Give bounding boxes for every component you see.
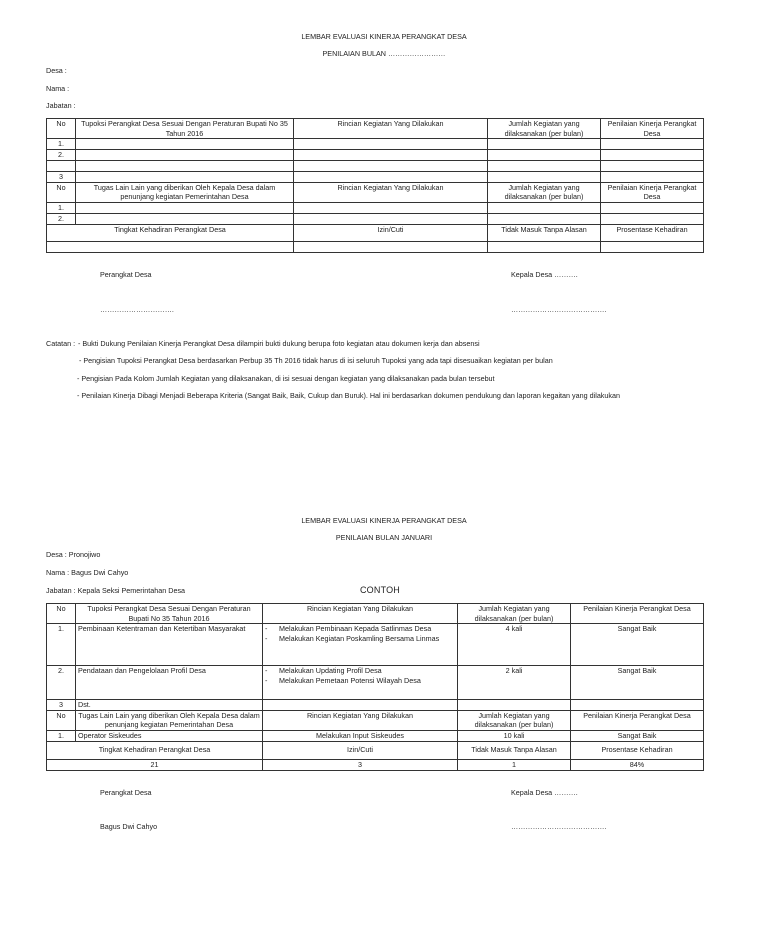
- row-number: 3: [47, 700, 76, 711]
- input-cell[interactable]: [294, 202, 488, 213]
- example-period: PENILAIAN BULAN JANUARI: [335, 533, 433, 542]
- tupoksi-cell: Pembinaan Ketentraman dan Ketertiban Masyarakat: [76, 624, 263, 666]
- input-cell[interactable]: [601, 172, 704, 183]
- table-row: [47, 213, 704, 224]
- input-cell[interactable]: [488, 139, 601, 150]
- table-row: [47, 666, 704, 700]
- penilaian-cell: Sangat Baik: [571, 730, 704, 741]
- input-cell[interactable]: [488, 150, 601, 161]
- header-row: [47, 119, 704, 139]
- header-rincian: Rincian Kegiatan Yang Dilakukan: [294, 119, 488, 139]
- header-jumlah: Jumlah Kegiatan yang dilaksanakan (per bulan): [458, 710, 571, 730]
- input-cell[interactable]: [76, 202, 294, 213]
- input-cell[interactable]: [488, 213, 601, 224]
- penilaian-cell: Sangat Baik: [571, 624, 704, 666]
- header-tidak-masuk: Tidak Masuk Tanpa Alasan: [458, 741, 571, 759]
- input-cell[interactable]: [76, 172, 294, 183]
- header-row: [47, 604, 704, 624]
- evaluation-table-example: [46, 603, 704, 771]
- input-cell[interactable]: [601, 202, 704, 213]
- header-no: No: [47, 604, 76, 624]
- table-row: [47, 730, 704, 741]
- row-number: 1.: [47, 139, 76, 150]
- row-number: 2.: [47, 213, 76, 224]
- input-cell[interactable]: [76, 139, 294, 150]
- header-tidak-masuk: Tidak Masuk Tanpa Alasan: [488, 224, 601, 241]
- kehadiran-header-row: [47, 224, 704, 241]
- form-title: LEMBAR EVALUASI KINERJA PERANGKAT DESA: [301, 32, 467, 41]
- header-penilaian: Penilaian Kinerja Perangkat Desa: [601, 119, 704, 139]
- header-izin: Izin/Cuti: [294, 224, 488, 241]
- input-cell[interactable]: [601, 241, 704, 252]
- empty-cell: [263, 700, 458, 711]
- header-prosentase: Prosentase Kehadiran: [571, 741, 704, 759]
- input-cell[interactable]: [488, 172, 601, 183]
- input-cell[interactable]: [488, 241, 601, 252]
- header-izin: Izin/Cuti: [263, 741, 458, 759]
- note-item: - Pengisian Pada Kolom Jumlah Kegiatan yang dilaksanakan, di isi sesuai dengan kegiatan yang dilaksanakan pada bulan tersebut: [77, 374, 495, 383]
- tupoksi-cell: Pendataan dan Pengelolaan Profil Desa: [76, 666, 263, 700]
- header-tupoksi: Tupoksi Perangkat Desa Sesuai Dengan Peraturan Bupati No 35 Tahun 2016: [76, 604, 263, 624]
- input-cell[interactable]: [488, 161, 601, 172]
- input-cell[interactable]: [76, 213, 294, 224]
- input-cell[interactable]: [294, 139, 488, 150]
- row-number: 1.: [47, 624, 76, 666]
- nama-label: Nama :: [46, 84, 70, 93]
- header-jumlah: Jumlah Kegiatan yang dilaksanakan (per bulan): [458, 604, 571, 624]
- sign-right-label: Kepala Desa ……….: [511, 270, 578, 279]
- row-number: 2.: [47, 150, 76, 161]
- header-tugas-lain: Tugas Lain Lain yang diberikan Oleh Kepala Desa dalam penunjang kegiatan Pemerintahan Desa: [76, 182, 294, 202]
- tidak-masuk-value: 1: [458, 759, 571, 770]
- example-sign-left-label: Perangkat Desa: [100, 788, 152, 797]
- header-penilaian: Penilaian Kinerja Perangkat Desa: [601, 182, 704, 202]
- input-cell[interactable]: [294, 172, 488, 183]
- header-jumlah: Jumlah Kegiatan yang dilaksanakan (per bulan): [488, 119, 601, 139]
- header-rincian: Rincian Kegiatan Yang Dilakukan: [263, 604, 458, 624]
- row-number: 2.: [47, 666, 76, 700]
- header-kehadiran: Tingkat Kehadiran Perangkat Desa: [47, 741, 263, 759]
- jumlah-cell: 10 kali: [458, 730, 571, 741]
- kehadiran-row: [47, 241, 704, 252]
- input-cell[interactable]: [294, 161, 488, 172]
- rincian-cell: Melakukan Input Siskeudes: [263, 730, 458, 741]
- tupoksi-cell: Dst.: [76, 700, 263, 711]
- example-jabatan: Jabatan : Kepala Seksi Pemerintahan Desa: [46, 586, 186, 595]
- note-item: - Bukti Dukung Penilaian Kinerja Perangkat Desa dilampiri bukti dukung berupa foto kegiatan atau dokumen kerja dan absensi: [78, 339, 480, 348]
- row-number: [47, 161, 76, 172]
- table-row: [47, 172, 704, 183]
- header-penilaian: Penilaian Kinerja Perangkat Desa: [571, 604, 704, 624]
- catatan-label: Catatan :: [46, 339, 76, 348]
- input-cell[interactable]: [294, 213, 488, 224]
- header-row-tugas: [47, 182, 704, 202]
- row-number: 1.: [47, 730, 76, 741]
- header-penilaian: Penilaian Kinerja Perangkat Desa: [571, 710, 704, 730]
- contoh-label: CONTOH: [359, 585, 401, 595]
- jabatan-label: Jabatan :: [46, 101, 76, 110]
- header-prosentase: Prosentase Kehadiran: [601, 224, 704, 241]
- table-row: [47, 139, 704, 150]
- evaluation-table-blank: [46, 118, 704, 253]
- example-sign-left-name: Bagus Dwi Cahyo: [100, 822, 158, 831]
- example-title: LEMBAR EVALUASI KINERJA PERANGKAT DESA: [301, 516, 467, 525]
- activity-item: - Melakukan Updating Profil Desa: [265, 666, 455, 676]
- header-row-tugas: [47, 710, 704, 730]
- example-sign-right-label: Kepala Desa ……….: [511, 788, 578, 797]
- header-kehadiran: Tingkat Kehadiran Perangkat Desa: [47, 224, 294, 241]
- izin-value: 3: [263, 759, 458, 770]
- kehadiran-row: [47, 759, 704, 770]
- input-cell[interactable]: [294, 150, 488, 161]
- input-cell[interactable]: [601, 139, 704, 150]
- note-item: - Pengisian Tupoksi Perangkat Desa berdasarkan Perbup 35 Th 2016 tidak harus di isi seluruh Tupoksi yang ada tapi disesuaikan kegiatan per bulan: [79, 356, 553, 365]
- tugas-cell: Operator Siskeudes: [76, 730, 263, 741]
- jumlah-cell: 4 kali: [458, 624, 571, 666]
- jumlah-cell: 2 kali: [458, 666, 571, 700]
- activity-item: - Melakukan Pembinaan Kepada Satlinmas Desa: [265, 624, 455, 634]
- input-cell[interactable]: [47, 241, 294, 252]
- activity-item: - Melakukan Kegiatan Poskamling Bersama Linmas: [265, 634, 455, 644]
- kehadiran-header-row: [47, 741, 704, 759]
- header-no: No: [47, 119, 76, 139]
- activity-item: - Melakukan Pemetaan Potensi Wilayah Desa: [265, 676, 455, 686]
- empty-cell: [458, 700, 571, 711]
- header-no: No: [47, 710, 76, 730]
- form-period: PENILAIAN BULAN ……………………: [322, 49, 446, 58]
- rincian-cell: [263, 666, 458, 700]
- prosentase-value: 84%: [571, 759, 704, 770]
- sign-left-line: ………………………….: [100, 305, 174, 314]
- input-cell[interactable]: [601, 213, 704, 224]
- example-sign-right-line: ………………………………….: [511, 822, 607, 831]
- rincian-cell: [263, 624, 458, 666]
- table-row: [47, 202, 704, 213]
- table-row: [47, 700, 704, 711]
- header-tupoksi: Tupoksi Perangkat Desa Sesuai Dengan Peraturan Bupati No 35 Tahun 2016: [76, 119, 294, 139]
- row-number: 1.: [47, 202, 76, 213]
- input-cell[interactable]: [76, 150, 294, 161]
- input-cell[interactable]: [76, 161, 294, 172]
- example-nama: Nama : Bagus Dwi Cahyo: [46, 568, 129, 577]
- table-row: [47, 624, 704, 666]
- hadir-value: 21: [47, 759, 263, 770]
- header-no: No: [47, 182, 76, 202]
- header-rincian: Rincian Kegiatan Yang Dilakukan: [263, 710, 458, 730]
- sign-right-line: ………………………………….: [511, 305, 607, 314]
- input-cell[interactable]: [294, 241, 488, 252]
- row-number: 3: [47, 172, 76, 183]
- header-jumlah: Jumlah Kegiatan yang dilaksanakan (per bulan): [488, 182, 601, 202]
- empty-cell: [571, 700, 704, 711]
- input-cell[interactable]: [488, 202, 601, 213]
- example-desa: Desa : Pronojiwo: [46, 550, 101, 559]
- penilaian-cell: Sangat Baik: [571, 666, 704, 700]
- header-tugas-lain: Tugas Lain Lain yang diberikan Oleh Kepala Desa dalam penunjang kegiatan Pemerintahan Desa: [76, 710, 263, 730]
- header-rincian: Rincian Kegiatan Yang Dilakukan: [294, 182, 488, 202]
- note-item: - Penilaian Kinerja Dibagi Menjadi Beberapa Kriteria (Sangat Baik, Baik, Cukup dan Buruk). Hal ini berdasarkan dokumen pendukung dan laporan kegaitan yang dilakukan: [77, 391, 620, 400]
- input-cell[interactable]: [601, 150, 704, 161]
- sign-left-label: Perangkat Desa: [100, 270, 152, 279]
- table-row: [47, 161, 704, 172]
- table-row: [47, 150, 704, 161]
- input-cell[interactable]: [601, 161, 704, 172]
- desa-label: Desa :: [46, 66, 67, 75]
